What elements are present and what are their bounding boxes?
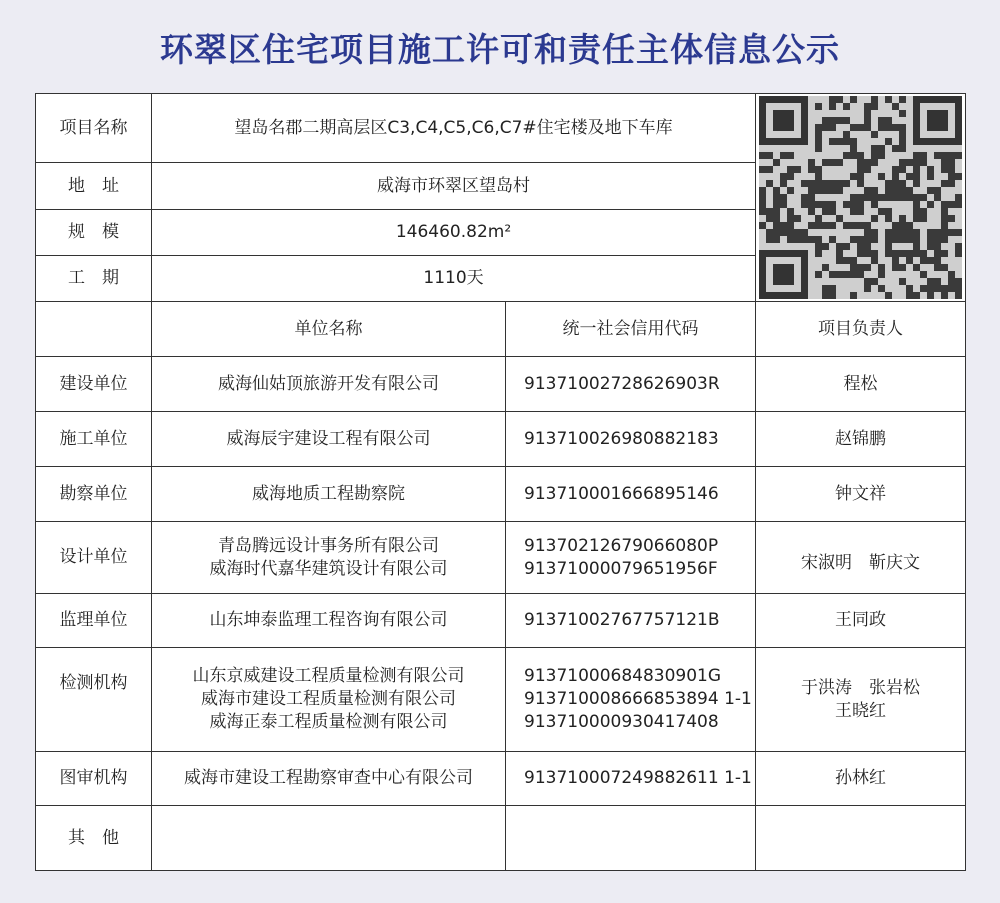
manager-cell	[756, 752, 966, 806]
qr-code-cell	[756, 94, 966, 302]
table-row	[36, 412, 966, 467]
table-row	[36, 94, 966, 163]
role-label: 施工单位	[36, 412, 152, 467]
role-label: 图审机构	[36, 752, 152, 806]
credit-code-cell	[506, 648, 756, 752]
unit-name: 威海正泰工程质量检测有限公司	[209, 712, 448, 732]
manager-name: 赵锦鹏	[835, 428, 887, 449]
credit-code: 913710000930417408	[524, 712, 719, 732]
manager-cell	[756, 522, 966, 594]
credit-code: 913710008666853894 1-1	[524, 689, 752, 709]
manager-name: 钟文祥	[835, 483, 887, 504]
unit-name-cell	[152, 412, 506, 467]
credit-code: 913710001666895146	[524, 483, 719, 504]
page-title: 环翠区住宅项目施工许可和责任主体信息公示	[160, 30, 840, 69]
credit-code: 91371000684830901G	[524, 666, 722, 686]
header-empty-cell	[36, 302, 152, 357]
manager-cell	[756, 648, 966, 752]
unit-name: 山东京威建设工程质量检测有限公司	[192, 666, 465, 686]
unit-name-cell	[152, 357, 506, 412]
period-label: 工 期	[36, 256, 152, 302]
manager-name: 于洪涛 张岩松	[801, 677, 921, 698]
manager-name: 宋淑明 靳庆文	[801, 553, 921, 573]
address-label: 地 址	[36, 163, 152, 210]
manager-cell	[756, 357, 966, 412]
table-row	[36, 467, 966, 522]
credit-code-cell	[506, 467, 756, 522]
unit-name-cell	[152, 594, 506, 648]
unit-name: 威海市建设工程勘察审查中心有限公司	[184, 768, 473, 788]
role-label: 勘察单位	[36, 467, 152, 522]
table-row	[36, 594, 966, 648]
manager-name: 孙林红	[835, 768, 887, 788]
unit-name: 威海地质工程勘察院	[252, 483, 405, 504]
project-name-value: 望岛名郡二期高层区C3,C4,C5,C6,C7#住宅楼及地下车库	[152, 94, 756, 163]
manager-name: 王同政	[835, 610, 887, 630]
table-row	[36, 648, 966, 752]
scale-label: 规 模	[36, 210, 152, 256]
unit-name: 威海仙姑顶旅游开发有限公司	[218, 373, 439, 394]
credit-code-cell	[506, 752, 756, 806]
credit-code: 91371002767757121B	[524, 610, 720, 630]
credit-code-cell	[506, 522, 756, 594]
unit-name-cell	[152, 467, 506, 522]
project-name-label: 项目名称	[36, 94, 152, 163]
unit-name: 山东坤泰监理工程咨询有限公司	[209, 610, 448, 630]
unit-name: 威海辰宇建设工程有限公司	[226, 428, 431, 449]
manager-cell	[756, 412, 966, 467]
credit-code-cell	[506, 594, 756, 648]
table-row	[36, 357, 966, 412]
credit-code: 91371002728626903R	[524, 373, 720, 394]
role-label: 建设单位	[36, 357, 152, 412]
credit-code-cell	[506, 412, 756, 467]
credit-code: 91370212679066080P	[524, 535, 719, 556]
other-empty-cell	[152, 806, 506, 871]
table-row	[36, 752, 966, 806]
credit-code-cell	[506, 357, 756, 412]
manager-cell	[756, 594, 966, 648]
unit-name-cell	[152, 522, 506, 594]
period-value: 1110天	[152, 256, 756, 302]
credit-code: 91371000079651956F	[524, 558, 718, 579]
manager-name: 王晓红	[835, 700, 887, 721]
header-unit-name: 单位名称	[152, 302, 506, 357]
table-header-row	[36, 302, 966, 357]
unit-name-cell	[152, 648, 506, 752]
manager-name: 程松	[843, 373, 878, 394]
unit-name: 威海市建设工程质量检测有限公司	[201, 689, 456, 709]
other-empty-cell	[756, 806, 966, 871]
table-row	[36, 522, 966, 594]
header-project-manager: 项目负责人	[756, 302, 966, 357]
unit-name-cell	[152, 752, 506, 806]
header-credit-code: 统一社会信用代码	[506, 302, 756, 357]
unit-name: 威海时代嘉华建筑设计有限公司	[209, 558, 448, 579]
manager-cell	[756, 467, 966, 522]
role-label: 监理单位	[36, 594, 152, 648]
other-label: 其 他	[36, 806, 152, 871]
unit-name: 青岛腾远设计事务所有限公司	[218, 535, 439, 556]
qr-code-image	[759, 96, 962, 299]
credit-code: 913710026980882183	[524, 428, 719, 449]
role-label: 设计单位	[36, 522, 152, 594]
scale-value: 146460.82m²	[152, 210, 756, 256]
credit-code: 913710007249882611 1-1	[524, 768, 752, 788]
info-table	[35, 93, 966, 871]
address-value: 威海市环翠区望岛村	[152, 163, 756, 210]
role-label: 检测机构	[36, 648, 152, 752]
table-row	[36, 806, 966, 871]
other-empty-cell	[506, 806, 756, 871]
